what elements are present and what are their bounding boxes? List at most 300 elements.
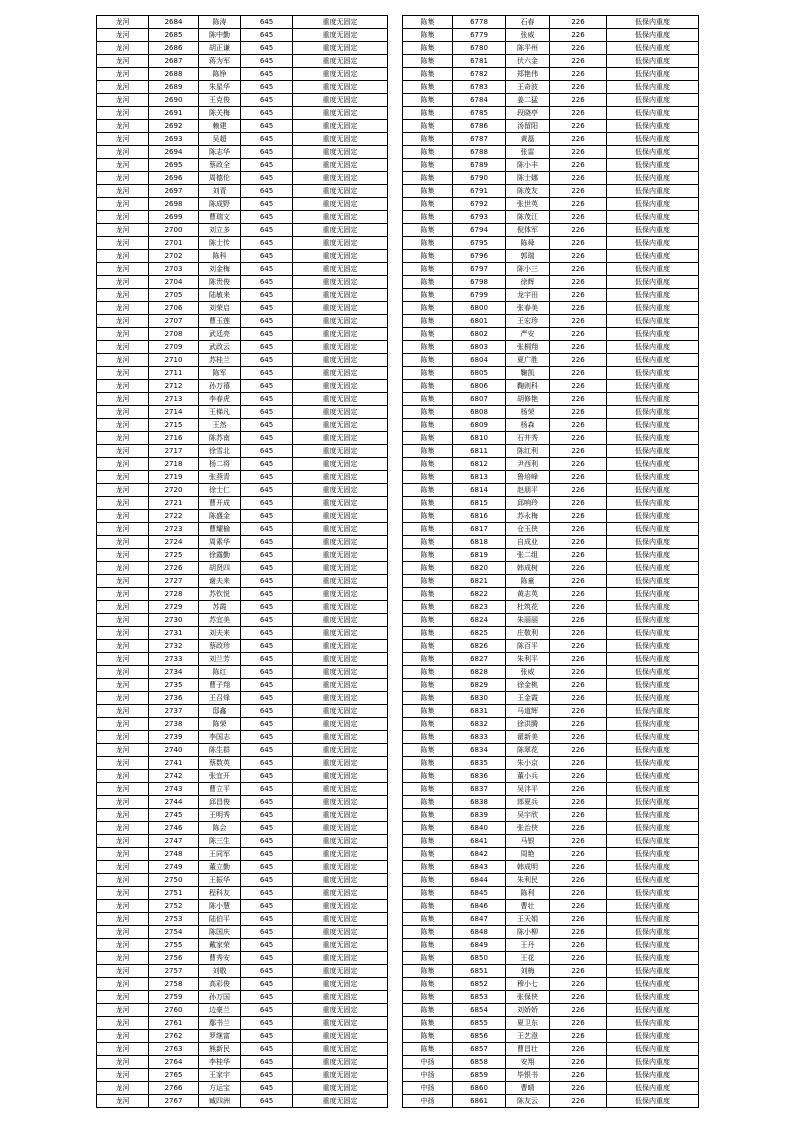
cell-town: 陈集 xyxy=(403,380,453,393)
table-row xyxy=(403,133,699,146)
cell-serial-number: 6853 xyxy=(453,991,506,1004)
cell-town: 中扬 xyxy=(403,1095,453,1108)
table-row xyxy=(403,952,699,965)
cell-town: 陈集 xyxy=(403,406,453,419)
table-row xyxy=(97,1043,388,1056)
table-row xyxy=(97,497,388,510)
cell-town: 陈集 xyxy=(403,107,453,120)
cell-name: 马道辉 xyxy=(506,705,550,718)
cell-category: 低保内重度 xyxy=(607,653,699,666)
cell-name: 王家宇 xyxy=(199,1069,241,1082)
cell-name: 鲁培峰 xyxy=(506,471,550,484)
cell-name: 胡正谦 xyxy=(199,42,241,55)
cell-serial-number: 6781 xyxy=(453,55,506,68)
cell-name: 夏卫东 xyxy=(506,1017,550,1030)
cell-name: 王花 xyxy=(506,952,550,965)
cell-name: 王丹 xyxy=(506,939,550,952)
cell-name: 曹秀安 xyxy=(199,952,241,965)
cell-amount: 226 xyxy=(550,848,607,861)
cell-amount: 226 xyxy=(550,42,607,55)
cell-amount: 226 xyxy=(550,757,607,770)
cell-serial-number: 2740 xyxy=(149,744,199,757)
cell-category: 低保内重度 xyxy=(607,107,699,120)
cell-serial-number: 6859 xyxy=(453,1069,506,1082)
cell-town: 龙河 xyxy=(97,1004,149,1017)
cell-town: 陈集 xyxy=(403,939,453,952)
table-row xyxy=(403,536,699,549)
cell-serial-number: 6842 xyxy=(453,848,506,861)
cell-amount: 645 xyxy=(241,406,293,419)
cell-serial-number: 2706 xyxy=(149,302,199,315)
cell-serial-number: 6813 xyxy=(453,471,506,484)
cell-category: 低保内重度 xyxy=(607,1069,699,1082)
cell-amount: 645 xyxy=(241,549,293,562)
cell-serial-number: 6786 xyxy=(453,120,506,133)
cell-town: 龙河 xyxy=(97,146,149,159)
cell-town: 龙河 xyxy=(97,991,149,1004)
cell-town: 龙河 xyxy=(97,250,149,263)
table-row xyxy=(403,354,699,367)
cell-serial-number: 6819 xyxy=(453,549,506,562)
cell-category: 低保内重度 xyxy=(607,120,699,133)
cell-town: 陈集 xyxy=(403,198,453,211)
table-row xyxy=(97,16,388,29)
cell-serial-number: 6855 xyxy=(453,1017,506,1030)
cell-category: 重度无固定 xyxy=(293,185,388,198)
cell-amount: 226 xyxy=(550,575,607,588)
cell-town: 陈集 xyxy=(403,536,453,549)
cell-town: 陈集 xyxy=(403,458,453,471)
cell-category: 重度无固定 xyxy=(293,692,388,705)
cell-name: 徐露勤 xyxy=(199,549,241,562)
cell-town: 龙河 xyxy=(97,1069,149,1082)
cell-town: 龙河 xyxy=(97,939,149,952)
cell-serial-number: 2707 xyxy=(149,315,199,328)
cell-name: 臧四洲 xyxy=(199,1095,241,1108)
table-row xyxy=(403,562,699,575)
cell-amount: 226 xyxy=(550,1069,607,1082)
table-row xyxy=(403,835,699,848)
table-row xyxy=(97,952,388,965)
cell-name: 刘梅 xyxy=(506,965,550,978)
cell-serial-number: 6834 xyxy=(453,744,506,757)
cell-town: 陈集 xyxy=(403,185,453,198)
table-row xyxy=(403,744,699,757)
table-row xyxy=(97,94,388,107)
cell-amount: 226 xyxy=(550,224,607,237)
cell-name: 自成业 xyxy=(506,536,550,549)
cell-amount: 226 xyxy=(550,146,607,159)
cell-category: 重度无固定 xyxy=(293,770,388,783)
cell-serial-number: 2708 xyxy=(149,328,199,341)
cell-amount: 226 xyxy=(550,419,607,432)
table-row xyxy=(403,393,699,406)
cell-town: 龙河 xyxy=(97,419,149,432)
cell-serial-number: 2709 xyxy=(149,341,199,354)
cell-name: 董立勤 xyxy=(199,861,241,874)
cell-town: 陈集 xyxy=(403,16,453,29)
cell-town: 陈集 xyxy=(403,978,453,991)
cell-amount: 226 xyxy=(550,172,607,185)
cell-town: 龙河 xyxy=(97,94,149,107)
cell-town: 龙河 xyxy=(97,29,149,42)
cell-amount: 226 xyxy=(550,731,607,744)
cell-serial-number: 2690 xyxy=(149,94,199,107)
cell-amount: 645 xyxy=(241,653,293,666)
cell-name: 蔡政全 xyxy=(199,159,241,172)
cell-category: 低保内重度 xyxy=(607,1043,699,1056)
cell-serial-number: 2698 xyxy=(149,198,199,211)
cell-name: 曹昌壮 xyxy=(506,1043,550,1056)
cell-serial-number: 6845 xyxy=(453,887,506,900)
table-row xyxy=(97,159,388,172)
table-row xyxy=(97,198,388,211)
cell-category: 重度无固定 xyxy=(293,55,388,68)
cell-name: 王明秀 xyxy=(199,809,241,822)
table-row xyxy=(403,822,699,835)
table-row xyxy=(97,263,388,276)
cell-category: 重度无固定 xyxy=(293,1069,388,1082)
cell-town: 陈集 xyxy=(403,991,453,1004)
cell-category: 低保内重度 xyxy=(607,406,699,419)
cell-category: 低保内重度 xyxy=(607,55,699,68)
cell-amount: 645 xyxy=(241,809,293,822)
table-row xyxy=(97,965,388,978)
cell-amount: 226 xyxy=(550,1004,607,1017)
cell-category: 重度无固定 xyxy=(293,705,388,718)
roster-table-right xyxy=(402,15,699,1108)
table-row xyxy=(97,588,388,601)
cell-name: 陈利 xyxy=(506,887,550,900)
cell-name: 杨荣 xyxy=(506,406,550,419)
cell-category: 重度无固定 xyxy=(293,523,388,536)
cell-category: 重度无固定 xyxy=(293,601,388,614)
table-row xyxy=(403,250,699,263)
cell-name: 王奇波 xyxy=(506,81,550,94)
cell-serial-number: 2686 xyxy=(149,42,199,55)
cell-name: 郭瑞 xyxy=(506,250,550,263)
table-row xyxy=(97,653,388,666)
cell-name: 陈舜 xyxy=(506,237,550,250)
cell-town: 龙河 xyxy=(97,757,149,770)
cell-category: 低保内重度 xyxy=(607,1095,699,1108)
table-row xyxy=(403,497,699,510)
cell-category: 低保内重度 xyxy=(607,367,699,380)
table-row xyxy=(97,692,388,705)
cell-serial-number: 2733 xyxy=(149,653,199,666)
cell-amount: 226 xyxy=(550,250,607,263)
cell-category: 低保内重度 xyxy=(607,42,699,55)
cell-category: 重度无固定 xyxy=(293,250,388,263)
cell-category: 低保内重度 xyxy=(607,185,699,198)
cell-name: 石井秀 xyxy=(506,432,550,445)
cell-name: 谢夫来 xyxy=(199,575,241,588)
cell-serial-number: 2710 xyxy=(149,354,199,367)
cell-serial-number: 2755 xyxy=(149,939,199,952)
cell-serial-number: 6828 xyxy=(453,666,506,679)
cell-town: 龙河 xyxy=(97,289,149,302)
table-row xyxy=(97,1082,388,1095)
cell-name: 张世英 xyxy=(506,198,550,211)
cell-category: 低保内重度 xyxy=(607,614,699,627)
cell-town: 龙河 xyxy=(97,263,149,276)
cell-category: 重度无固定 xyxy=(293,406,388,419)
cell-name: 夏广胜 xyxy=(506,354,550,367)
cell-amount: 645 xyxy=(241,237,293,250)
cell-category: 低保内重度 xyxy=(607,68,699,81)
cell-amount: 226 xyxy=(550,328,607,341)
cell-town: 陈集 xyxy=(403,601,453,614)
cell-serial-number: 6812 xyxy=(453,458,506,471)
cell-name: 刘立多 xyxy=(199,224,241,237)
table-row xyxy=(97,445,388,458)
cell-serial-number: 2747 xyxy=(149,835,199,848)
cell-serial-number: 2703 xyxy=(149,263,199,276)
table-row xyxy=(97,575,388,588)
cell-amount: 226 xyxy=(550,601,607,614)
cell-town: 龙河 xyxy=(97,1030,149,1043)
table-row xyxy=(97,770,388,783)
cell-name: 张燕青 xyxy=(199,471,241,484)
cell-amount: 645 xyxy=(241,302,293,315)
roster-table-right-body xyxy=(403,16,699,1108)
cell-town: 龙河 xyxy=(97,627,149,640)
table-row xyxy=(403,107,699,120)
cell-amount: 645 xyxy=(241,887,293,900)
cell-category: 低保内重度 xyxy=(607,419,699,432)
cell-serial-number: 6793 xyxy=(453,211,506,224)
cell-amount: 645 xyxy=(241,16,293,29)
cell-amount: 226 xyxy=(550,965,607,978)
table-row xyxy=(403,81,699,94)
cell-town: 陈集 xyxy=(403,250,453,263)
cell-serial-number: 6789 xyxy=(453,159,506,172)
table-row xyxy=(403,289,699,302)
cell-amount: 226 xyxy=(550,640,607,653)
table-row xyxy=(403,627,699,640)
cell-serial-number: 6823 xyxy=(453,601,506,614)
cell-serial-number: 2743 xyxy=(149,783,199,796)
cell-amount: 645 xyxy=(241,874,293,887)
cell-amount: 645 xyxy=(241,666,293,679)
cell-category: 低保内重度 xyxy=(607,952,699,965)
cell-name: 姜二猛 xyxy=(506,94,550,107)
cell-serial-number: 6856 xyxy=(453,1030,506,1043)
cell-amount: 226 xyxy=(550,276,607,289)
cell-amount: 645 xyxy=(241,679,293,692)
cell-category: 重度无固定 xyxy=(293,627,388,640)
cell-name: 戴家荣 xyxy=(199,939,241,952)
table-row xyxy=(97,536,388,549)
cell-amount: 645 xyxy=(241,835,293,848)
cell-category: 低保内重度 xyxy=(607,523,699,536)
cell-name: 孙万国 xyxy=(199,991,241,1004)
cell-serial-number: 2766 xyxy=(149,1082,199,1095)
cell-serial-number: 6779 xyxy=(453,29,506,42)
cell-name: 王梯凡 xyxy=(199,406,241,419)
cell-amount: 645 xyxy=(241,965,293,978)
cell-name: 杜筑花 xyxy=(506,601,550,614)
cell-name: 刘金梅 xyxy=(199,263,241,276)
cell-town: 陈集 xyxy=(403,432,453,445)
table-row xyxy=(97,705,388,718)
cell-amount: 645 xyxy=(241,328,293,341)
cell-amount: 226 xyxy=(550,484,607,497)
cell-name: 武政云 xyxy=(199,341,241,354)
cell-category: 低保内重度 xyxy=(607,601,699,614)
table-row xyxy=(403,705,699,718)
cell-category: 重度无固定 xyxy=(293,926,388,939)
cell-category: 重度无固定 xyxy=(293,848,388,861)
cell-serial-number: 2738 xyxy=(149,718,199,731)
table-row xyxy=(97,718,388,731)
cell-amount: 226 xyxy=(550,16,607,29)
cell-serial-number: 6851 xyxy=(453,965,506,978)
cell-category: 低保内重度 xyxy=(607,1004,699,1017)
cell-town: 龙河 xyxy=(97,926,149,939)
cell-town: 陈集 xyxy=(403,757,453,770)
cell-serial-number: 6817 xyxy=(453,523,506,536)
cell-town: 陈集 xyxy=(403,146,453,159)
cell-serial-number: 2764 xyxy=(149,1056,199,1069)
table-row xyxy=(403,55,699,68)
cell-name: 徐士仁 xyxy=(199,484,241,497)
cell-name: 张保侠 xyxy=(506,991,550,1004)
table-row xyxy=(97,783,388,796)
cell-town: 龙河 xyxy=(97,237,149,250)
cell-category: 低保内重度 xyxy=(607,744,699,757)
cell-amount: 645 xyxy=(241,42,293,55)
cell-town: 陈集 xyxy=(403,952,453,965)
cell-category: 重度无固定 xyxy=(293,718,388,731)
cell-category: 低保内重度 xyxy=(607,991,699,1004)
cell-name: 龙宇田 xyxy=(506,289,550,302)
table-row xyxy=(97,133,388,146)
cell-category: 低保内重度 xyxy=(607,354,699,367)
cell-category: 低保内重度 xyxy=(607,1056,699,1069)
cell-town: 龙河 xyxy=(97,523,149,536)
cell-serial-number: 2758 xyxy=(149,978,199,991)
table-row xyxy=(403,874,699,887)
table-row xyxy=(403,42,699,55)
cell-category: 低保内重度 xyxy=(607,536,699,549)
cell-category: 重度无固定 xyxy=(293,1082,388,1095)
cell-town: 龙河 xyxy=(97,315,149,328)
table-row xyxy=(97,978,388,991)
cell-name: 朱小京 xyxy=(506,757,550,770)
cell-serial-number: 2736 xyxy=(149,692,199,705)
cell-category: 重度无固定 xyxy=(293,861,388,874)
cell-category: 重度无固定 xyxy=(293,900,388,913)
cell-amount: 645 xyxy=(241,68,293,81)
cell-town: 龙河 xyxy=(97,666,149,679)
cell-town: 陈集 xyxy=(403,848,453,861)
cell-name: 陈小慧 xyxy=(199,900,241,913)
cell-name: 庄敬利 xyxy=(506,627,550,640)
cell-serial-number: 6778 xyxy=(453,16,506,29)
cell-category: 低保内重度 xyxy=(607,510,699,523)
cell-category: 重度无固定 xyxy=(293,874,388,887)
cell-category: 低保内重度 xyxy=(607,770,699,783)
cell-town: 陈集 xyxy=(403,770,453,783)
cell-serial-number: 2746 xyxy=(149,822,199,835)
table-row xyxy=(97,432,388,445)
cell-name: 严安 xyxy=(506,328,550,341)
cell-serial-number: 2749 xyxy=(149,861,199,874)
cell-town: 龙河 xyxy=(97,354,149,367)
cell-amount: 645 xyxy=(241,159,293,172)
cell-serial-number: 2752 xyxy=(149,900,199,913)
table-row xyxy=(403,1030,699,1043)
table-row xyxy=(403,913,699,926)
cell-town: 陈集 xyxy=(403,926,453,939)
cell-town: 陈集 xyxy=(403,627,453,640)
cell-amount: 645 xyxy=(241,29,293,42)
cell-name: 曹玉莲 xyxy=(199,315,241,328)
cell-town: 龙河 xyxy=(97,367,149,380)
cell-category: 低保内重度 xyxy=(607,172,699,185)
cell-town: 陈集 xyxy=(403,42,453,55)
cell-name: 苏永梅 xyxy=(506,510,550,523)
cell-amount: 645 xyxy=(241,640,293,653)
cell-name: 陆敏来 xyxy=(199,289,241,302)
cell-serial-number: 6861 xyxy=(453,1095,506,1108)
table-row xyxy=(97,601,388,614)
cell-serial-number: 2741 xyxy=(149,757,199,770)
cell-category: 低保内重度 xyxy=(607,692,699,705)
cell-category: 重度无固定 xyxy=(293,510,388,523)
table-row xyxy=(403,965,699,978)
cell-town: 龙河 xyxy=(97,861,149,874)
cell-category: 重度无固定 xyxy=(293,224,388,237)
cell-category: 重度无固定 xyxy=(293,445,388,458)
cell-town: 龙河 xyxy=(97,497,149,510)
cell-name: 陆伯平 xyxy=(199,913,241,926)
cell-town: 陈集 xyxy=(403,237,453,250)
table-row xyxy=(403,68,699,81)
cell-category: 低保内重度 xyxy=(607,575,699,588)
cell-name: 陈童 xyxy=(506,575,550,588)
cell-town: 龙河 xyxy=(97,1095,149,1108)
cell-town: 龙河 xyxy=(97,614,149,627)
table-row xyxy=(97,354,388,367)
cell-name: 陈小柳 xyxy=(506,926,550,939)
cell-serial-number: 6815 xyxy=(453,497,506,510)
cell-serial-number: 6780 xyxy=(453,42,506,55)
table-row xyxy=(403,718,699,731)
cell-amount: 226 xyxy=(550,614,607,627)
table-row xyxy=(403,1056,699,1069)
cell-category: 重度无固定 xyxy=(293,302,388,315)
cell-category: 低保内重度 xyxy=(607,432,699,445)
cell-category: 重度无固定 xyxy=(293,1056,388,1069)
table-row xyxy=(97,614,388,627)
cell-town: 龙河 xyxy=(97,809,149,822)
table-row xyxy=(97,549,388,562)
cell-amount: 645 xyxy=(241,185,293,198)
cell-serial-number: 2702 xyxy=(149,250,199,263)
cell-serial-number: 2726 xyxy=(149,562,199,575)
cell-serial-number: 6788 xyxy=(453,146,506,159)
cell-serial-number: 2684 xyxy=(149,16,199,29)
cell-amount: 645 xyxy=(241,133,293,146)
cell-category: 重度无固定 xyxy=(293,822,388,835)
cell-amount: 226 xyxy=(550,120,607,133)
table-row xyxy=(403,159,699,172)
cell-name: 张宜开 xyxy=(199,770,241,783)
cell-name: 边豪兰 xyxy=(199,1004,241,1017)
cell-category: 重度无固定 xyxy=(293,1043,388,1056)
